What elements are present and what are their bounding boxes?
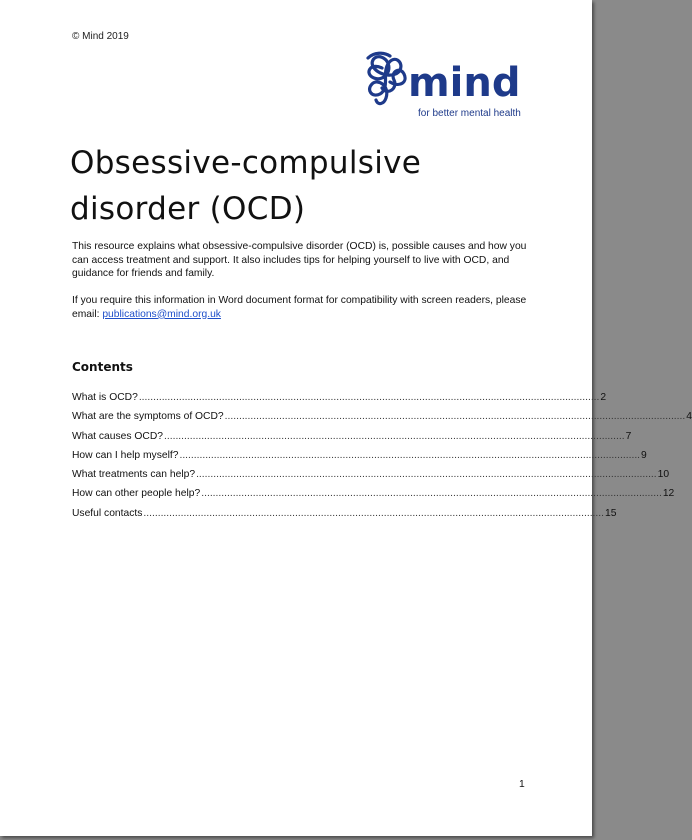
toc-page-number: 15	[605, 507, 617, 519]
toc-item-label: What is OCD?	[72, 392, 138, 403]
toc-dot-leader: .................................................................................................................................................................	[143, 507, 604, 519]
toc-dot-leader: .................................................................................................................................................................	[179, 449, 641, 461]
toc-dot-leader: .................................................................................................................................................................	[224, 411, 686, 423]
toc-page-number: 10	[657, 469, 670, 481]
toc-item-label: Useful contacts	[72, 507, 143, 519]
toc-item-other-people[interactable]	[72, 484, 675, 503]
toc-page-number: 12	[662, 488, 675, 500]
contents-heading: Contents	[72, 360, 133, 374]
mind-tagline: for better mental health	[418, 108, 521, 119]
toc-item-label: How can I help myself?	[72, 449, 179, 461]
toc-dot-leader: .................................................................................................................................................................	[196, 469, 657, 481]
toc-page-number: 7	[625, 430, 632, 442]
toc-item-self-help[interactable]	[72, 446, 647, 465]
toc-page-number: 4	[686, 411, 692, 423]
accessibility-text: If you require this information in Word document format for compatibility with screen readers, please email:	[72, 295, 527, 320]
toc-item-useful-contacts[interactable]	[72, 504, 617, 523]
intro-paragraph: This resource explains what obsessive-compulsive disorder (OCD) is, possible causes and how you can access treatment and support. It also includes tips for helping yourself to live with OCD, and guidance for friends and family.	[72, 241, 527, 280]
toc-dot-leader: .................................................................................................................................................................	[164, 430, 625, 442]
toc-item-label: How can other people help?	[72, 488, 201, 500]
toc-page-number: 2	[600, 392, 607, 403]
page-title: Obsessive-compulsive disorder (OCD)	[70, 145, 422, 227]
toc-item-label: What causes OCD?	[72, 430, 163, 442]
table-of-contents	[72, 388, 692, 523]
mind-logo	[360, 48, 530, 120]
toc-item-symptoms[interactable]	[72, 407, 692, 426]
mind-wordmark: mind	[408, 60, 521, 106]
toc-dot-leader: .................................................................................................................................................................	[138, 392, 600, 403]
toc-dot-leader: .................................................................................................................................................................	[201, 488, 662, 500]
footer-page-number: 1	[519, 779, 525, 790]
accessibility-paragraph	[72, 294, 527, 321]
toc-item-label: What treatments can help?	[72, 469, 196, 481]
toc-item-what-is-ocd[interactable]	[72, 388, 607, 407]
mind-logo-scribble-icon	[368, 53, 405, 103]
copyright-notice: © Mind 2019	[72, 31, 129, 42]
toc-page-number: 9	[641, 449, 647, 461]
toc-item-label: What are the symptoms of OCD?	[72, 411, 224, 423]
toc-item-causes[interactable]	[72, 427, 632, 446]
email-link[interactable]: publications@mind.org.uk	[102, 308, 221, 320]
toc-item-treatments[interactable]	[72, 465, 670, 484]
